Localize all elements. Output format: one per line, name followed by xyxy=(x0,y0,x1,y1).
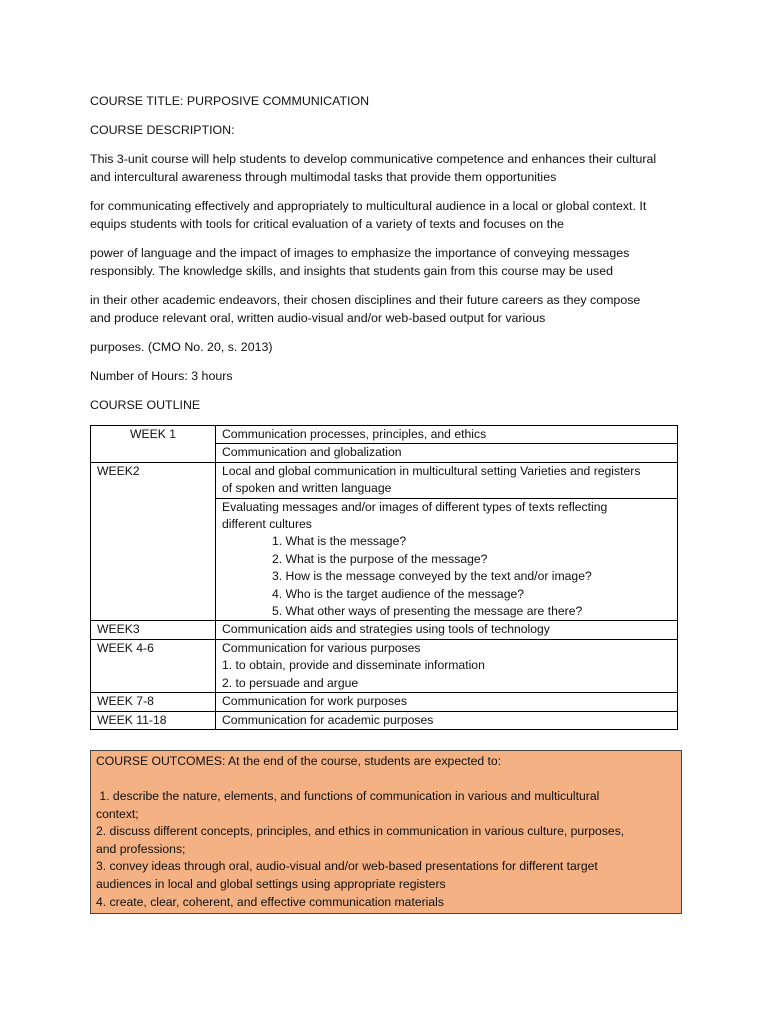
table-row xyxy=(91,639,678,692)
question-item: 5. What other ways of presenting the message are there? xyxy=(272,604,583,619)
outcome-line: audiences in local and global settings using appropriate registers xyxy=(96,877,446,892)
question-item: 3. How is the message conveyed by the text and/or image? xyxy=(272,569,592,584)
outcome-line: 1. describe the nature, elements, and functions of communication in various and multicultural xyxy=(96,789,600,804)
outcome-line: 2. discuss different concepts, principles, and ethics in communication in various culture, purposes, xyxy=(96,824,625,839)
question-item: 1. What is the message? xyxy=(272,534,407,549)
question-item: 4. Who is the target audience of the message? xyxy=(272,586,525,601)
number-of-hours: Number of Hours: 3 hours xyxy=(90,369,233,383)
outcome-line: 4. create, clear, coherent, and effective communication materials xyxy=(96,894,444,909)
topic-cell: Communication processes, principles, and ethics xyxy=(216,426,678,444)
week-cell: WEEK 1 xyxy=(91,426,216,463)
question-item: 2. What is the purpose of the message? xyxy=(272,551,488,566)
week-cell: WEEK 7-8 xyxy=(91,693,216,711)
topic-cell: Communication for various purposes 1. to obtain, provide and disseminate information 2. to persuade and argue xyxy=(216,639,678,692)
topic-cell: Evaluating messages and/or images of different types of texts reflecting different cultures 1. What is the message? 2. What is the purpose of the message? 3. How is the message conveyed by the text and/or image? 4. Who is the target audience of the message? 5. What other ways of presenting the message are there? xyxy=(216,498,678,621)
table-row xyxy=(91,693,678,711)
topic-cell: Local and global communication in multicultural setting Varieties and registers of spoken and written language xyxy=(216,462,678,498)
course-outline-table xyxy=(90,425,678,730)
outcomes-heading: COURSE OUTCOMES: At the end of the course, students are expected to: xyxy=(96,753,502,768)
topic-cell: Communication for academic purposes xyxy=(216,711,678,729)
description-paragraph: This 3-unit course will help students to develop communicative competence and enhances their cultural and intercultural awareness through multimodal tasks that provide them opportunities xyxy=(90,152,657,184)
week-cell: WEEK3 xyxy=(91,621,216,639)
course-outcomes-box xyxy=(90,750,682,914)
description-label: COURSE DESCRIPTION: xyxy=(90,123,235,137)
table-row xyxy=(91,462,678,498)
topic-cell: Communication aids and strategies using tools of technology xyxy=(216,621,678,639)
outcome-line: and professions; xyxy=(96,841,186,856)
description-paragraph: purposes. (CMO No. 20, s. 2013) xyxy=(90,340,273,354)
week-cell: WEEK 4-6 xyxy=(91,639,216,692)
outcome-line: context; xyxy=(96,806,139,821)
course-title: COURSE TITLE: PURPOSIVE COMMUNICATION xyxy=(90,94,370,108)
table-row xyxy=(91,711,678,729)
week-cell: WEEK 11-18 xyxy=(91,711,216,729)
week-cell: WEEK2 xyxy=(91,462,216,621)
table-row xyxy=(91,426,678,444)
description-paragraph: power of language and the impact of images to emphasize the importance of conveying messages responsibly. The knowledge skills, and insights that students gain from this course may be used xyxy=(90,246,630,278)
outcome-line: 3. convey ideas through oral, audio-visual and/or web-based presentations for different target xyxy=(96,859,598,874)
topic-cell: Communication for work purposes xyxy=(216,693,678,711)
outline-label: COURSE OUTLINE xyxy=(90,398,201,412)
document-page xyxy=(90,92,680,914)
description-paragraph: in their other academic endeavors, their chosen disciplines and their future careers as they compose and produce relevant oral, written audio-visual and/or web-based output for various xyxy=(90,293,641,325)
table-row xyxy=(91,621,678,639)
description-paragraph: for communicating effectively and appropriately to multicultural audience in a local or global context. It equips students with tools for critical evaluation of a variety of texts and focuses on the xyxy=(90,199,647,231)
topic-cell: Communication and globalization xyxy=(216,444,678,462)
